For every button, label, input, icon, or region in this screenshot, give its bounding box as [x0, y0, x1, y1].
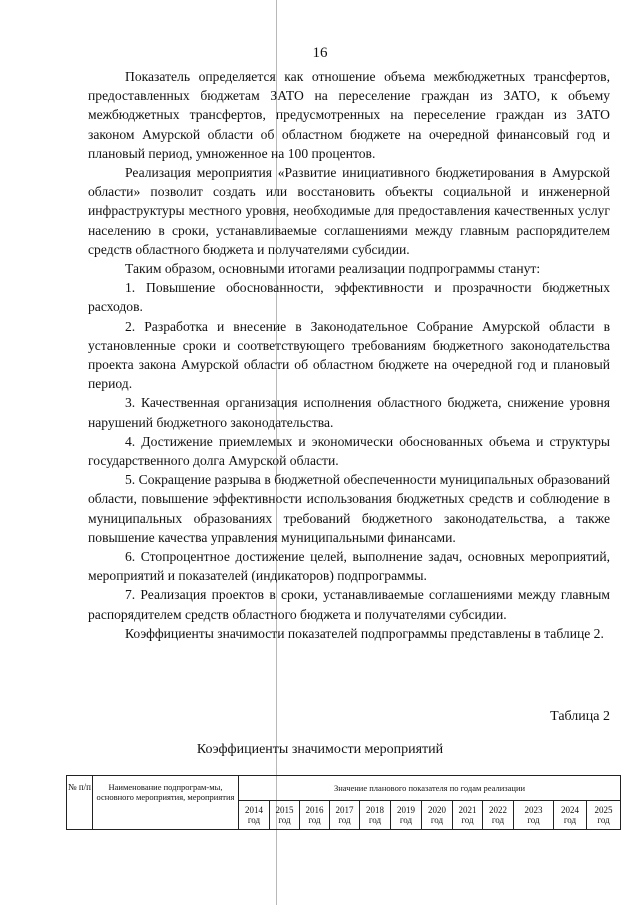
header-year: 2018 год: [360, 801, 391, 830]
table-title: Коэффициенты значимости мероприятий: [196, 742, 444, 757]
paragraph: Реализация мероприятия «Развитие инициативного бюджетирования в Амурской области» позволит создать или восстановить объекты социальной и инженерной инфраструктуры местного уровня, необходимые для предоставления качественных услуг населению в сроки, устанавливаемые соглашениями между главным распорядителем средств областного бюджета и получателями субсидии.: [88, 165, 610, 257]
paragraph: 1. Повышение обоснованности, эффективности и прозрачности бюджетных расходов.: [88, 280, 610, 315]
header-year: 2025 год: [587, 801, 621, 830]
header-year: 2017 год: [330, 801, 360, 830]
table-label: Таблица 2: [550, 709, 610, 724]
body-text: [88, 67, 610, 643]
paragraph: 7. Реализация проектов в сроки, устанавливаемые соглашениями между главным распорядителем средств областного бюджета и получателями субсидии.: [88, 587, 610, 622]
paragraph: Таким образом, основными итогами реализации подпрограммы станут:: [125, 261, 541, 277]
coefficients-table: [66, 775, 621, 830]
header-yearly-values: Значение планового показателя по годам реализации: [239, 776, 621, 801]
header-year: 2019 год: [391, 801, 422, 830]
header-year: 2024 год: [554, 801, 587, 830]
paragraph: 3. Качественная организация исполнения областного бюджета, снижение уровня нарушений бюджетного законодательства.: [88, 395, 610, 430]
paragraph: 6. Стопроцентное достижение целей, выполнение задач, основных мероприятий, мероприятий и показателей (индикаторов) подпрограммы.: [88, 549, 610, 584]
header-row-number: № п/п: [67, 776, 93, 830]
paragraph: 2. Разработка и внесение в Законодательное Собрание Амурской области в установленные сроки и соответствующего требованиям бюджетного законодательства проекта закона Амурской области об областном бюджете на очередной год и плановый период.: [88, 318, 610, 392]
header-year: 2021 год: [453, 801, 483, 830]
header-year: 2016 год: [300, 801, 330, 830]
header-year: 2014 год: [239, 801, 270, 830]
page-number: 16: [312, 45, 328, 61]
header-year: 2020 год: [422, 801, 453, 830]
header-year: 2022 год: [483, 801, 514, 830]
header-year: 2023 год: [514, 801, 554, 830]
header-item-name: Наименование подпрограм-мы, основного мероприятия, мероприятия: [93, 776, 239, 830]
paragraph: Коэффициенты значимости показателей подпрограммы представлены в таблице 2.: [125, 625, 604, 641]
paragraph: 5. Сокращение разрыва в бюджетной обеспеченности муниципальных образований области, повышение эффективности использования бюджетных средств и соблюдение в муниципальных образованиях требований бюджетного законодательства, а также повышение качества управления муниципальными финансами.: [88, 472, 610, 545]
paragraph: Показатель определяется как отношение объема межбюджетных трансфертов, предоставленных бюджетам ЗАТО на переселение граждан из ЗАТО, к объему межбюджетных трансфертов, предусмотренных на переселение граждан из ЗАТО законом Амурской области об областном бюджете на очередной финансовый год и плановый период, умноженное на 100 процентов.: [88, 69, 610, 161]
paragraph: 4. Достижение приемлемых и экономически обоснованных объема и структуры государственного долга Амурской области.: [88, 433, 610, 469]
header-year: 2015 год: [270, 801, 300, 830]
